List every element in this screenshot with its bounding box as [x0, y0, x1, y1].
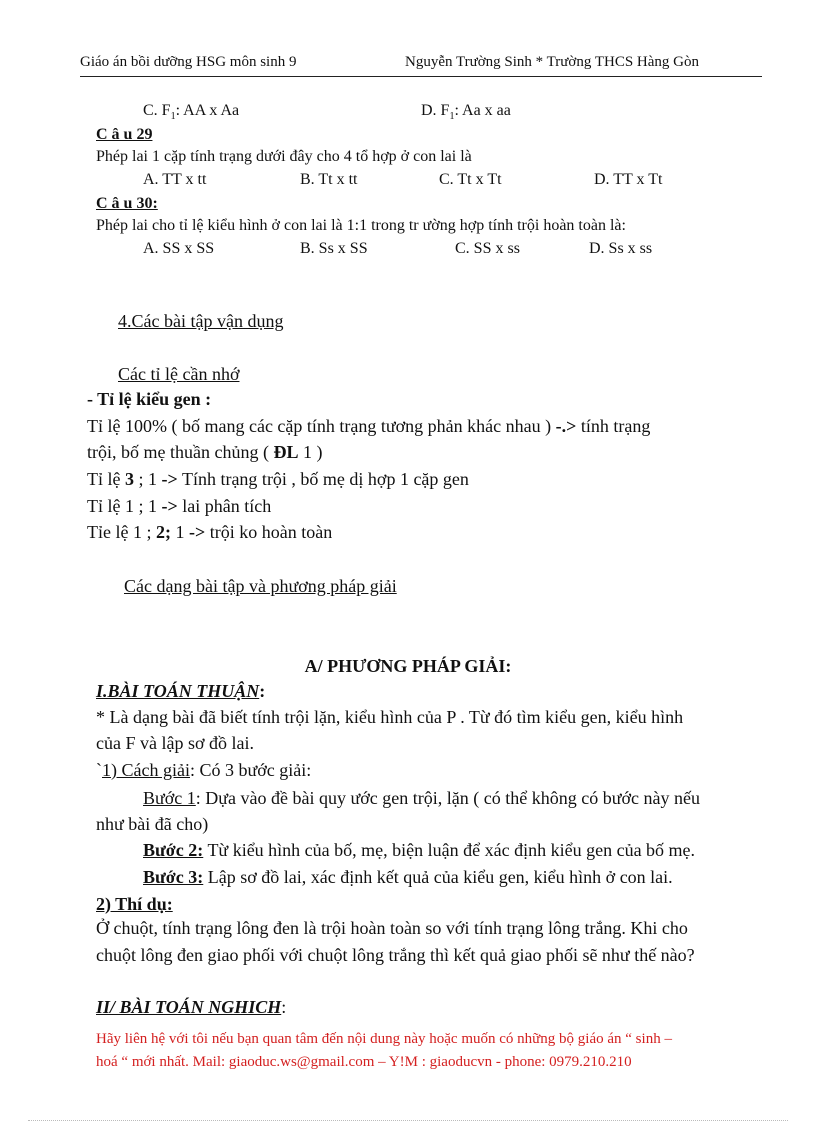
header-right: Nguyễn Trường Sinh * Trường THCS Hàng Gòn: [405, 54, 699, 70]
q28-option-c: C. $F_1$: AA x Aa: [143, 102, 240, 123]
example-line-2: chuột lông đen giao phối với chuột lông trắng thì kết quả giao phối sẽ như thế nào?: [96, 945, 695, 965]
section-4-title: 4.Các bài tập vận dụng: [118, 311, 284, 331]
q30-option-a: A. SS x SS: [143, 240, 215, 257]
ratio-line-3: Tỉ lệ 3 ; 1 -> Tính trạng trội , bố mẹ dị hợp 1 cặp gen: [87, 469, 469, 489]
ratio-line-2: trội, bố mẹ thuần chủng ( ĐL 1 ): [87, 442, 323, 462]
step-1: Bước 1: Dựa vào đề bài quy ước gen trội, lặn ( có thể không có bước này nếu: [143, 788, 700, 808]
q28-option-d: D. $F_1$: Aa x aa: [421, 102, 511, 123]
q30-label: C â u 30:: [96, 195, 158, 212]
q30-text: Phép lai cho tỉ lệ kiểu hình ở con lai là 1:1 trong tr ường hợp tính trội hoàn toàn là:: [96, 217, 626, 234]
header-rule: [80, 76, 762, 77]
q29-option-a: A. TT x tt: [143, 171, 207, 188]
genotype-ratio-label: - Tỉ lệ kiểu gen :: [87, 389, 212, 409]
part-1-title: I.BÀI TOÁN THUẬN:: [96, 681, 266, 701]
example-line-1: Ở chuột, tính trạng lông đen là trội hoàn toàn so với tính trạng lông trắng. Khi cho: [96, 918, 688, 938]
q30-option-c: C. SS x ss: [455, 240, 520, 257]
ratio-line-4: Tỉ lệ 1 ; 1 -> lai phân tích: [87, 496, 272, 516]
footer-line-1: Hãy liên hệ với tôi nếu bạn quan tâm đến nội dung này hoặc muốn có những bộ giáo án “ sinh –: [96, 1031, 672, 1047]
footer-line-2: hoá “ mới nhất. Mail: giaoduc.ws@gmail.com – Y!M : giaoducvn - phone: 0979.210.210: [96, 1054, 632, 1070]
q30-option-b: B. Ss x SS: [300, 240, 368, 257]
method-title: A/ PHƯƠNG PHÁP GIẢI:: [304, 656, 512, 676]
q29-option-b: B. Tt x tt: [300, 171, 358, 188]
q29-text: Phép lai 1 cặp tính trạng dưới đây cho 4 tổ hợp ở con lai là: [96, 148, 472, 165]
step-2: Bước 2: Từ kiểu hình của bố, mẹ, biện luận để xác định kiểu gen của bố mẹ.: [143, 840, 696, 860]
example-label: 2) Thí dụ:: [96, 894, 173, 914]
exercise-types-title: Các dạng bài tập và phương pháp giải: [124, 576, 397, 596]
part-1-desc-1: * Là dạng bài đã biết tính trội lặn, kiểu hình của P . Từ đó tìm kiểu gen, kiểu hình: [96, 707, 684, 727]
ratios-title: Các tỉ lệ cần nhớ: [118, 364, 240, 384]
how-to-solve: `1) Cách giải: Có 3 bước giải:: [96, 760, 312, 780]
ratio-line-1: Tỉ lệ 100% ( bố mang các cặp tính trạng tương phản khác nhau ) -.> tính trạng: [87, 416, 651, 436]
part-2-title: II/ BÀI TOÁN NGHICH:: [96, 997, 287, 1017]
q29-label: C â u 29: [96, 126, 153, 143]
step-3: Bước 3: Lập sơ đồ lai, xác định kết quả của kiểu gen, kiểu hình ở con lai.: [143, 867, 673, 887]
part-1-desc-2: của F và lập sơ đồ lai.: [96, 733, 254, 753]
q30-option-d: D. Ss x ss: [589, 240, 653, 257]
header-left: Giáo án bồi dưỡng HSG môn sinh 9: [80, 54, 297, 70]
ratio-line-5: Tỉe lệ 1 ; 2; 1 -> trội ko hoàn toàn: [87, 522, 333, 542]
page-bottom-border: [28, 1120, 788, 1121]
q29-option-d: D. TT x Tt: [594, 171, 663, 188]
q29-option-c: C. Tt x Tt: [439, 171, 502, 188]
step-1-cont: như bài đã cho): [96, 814, 209, 834]
